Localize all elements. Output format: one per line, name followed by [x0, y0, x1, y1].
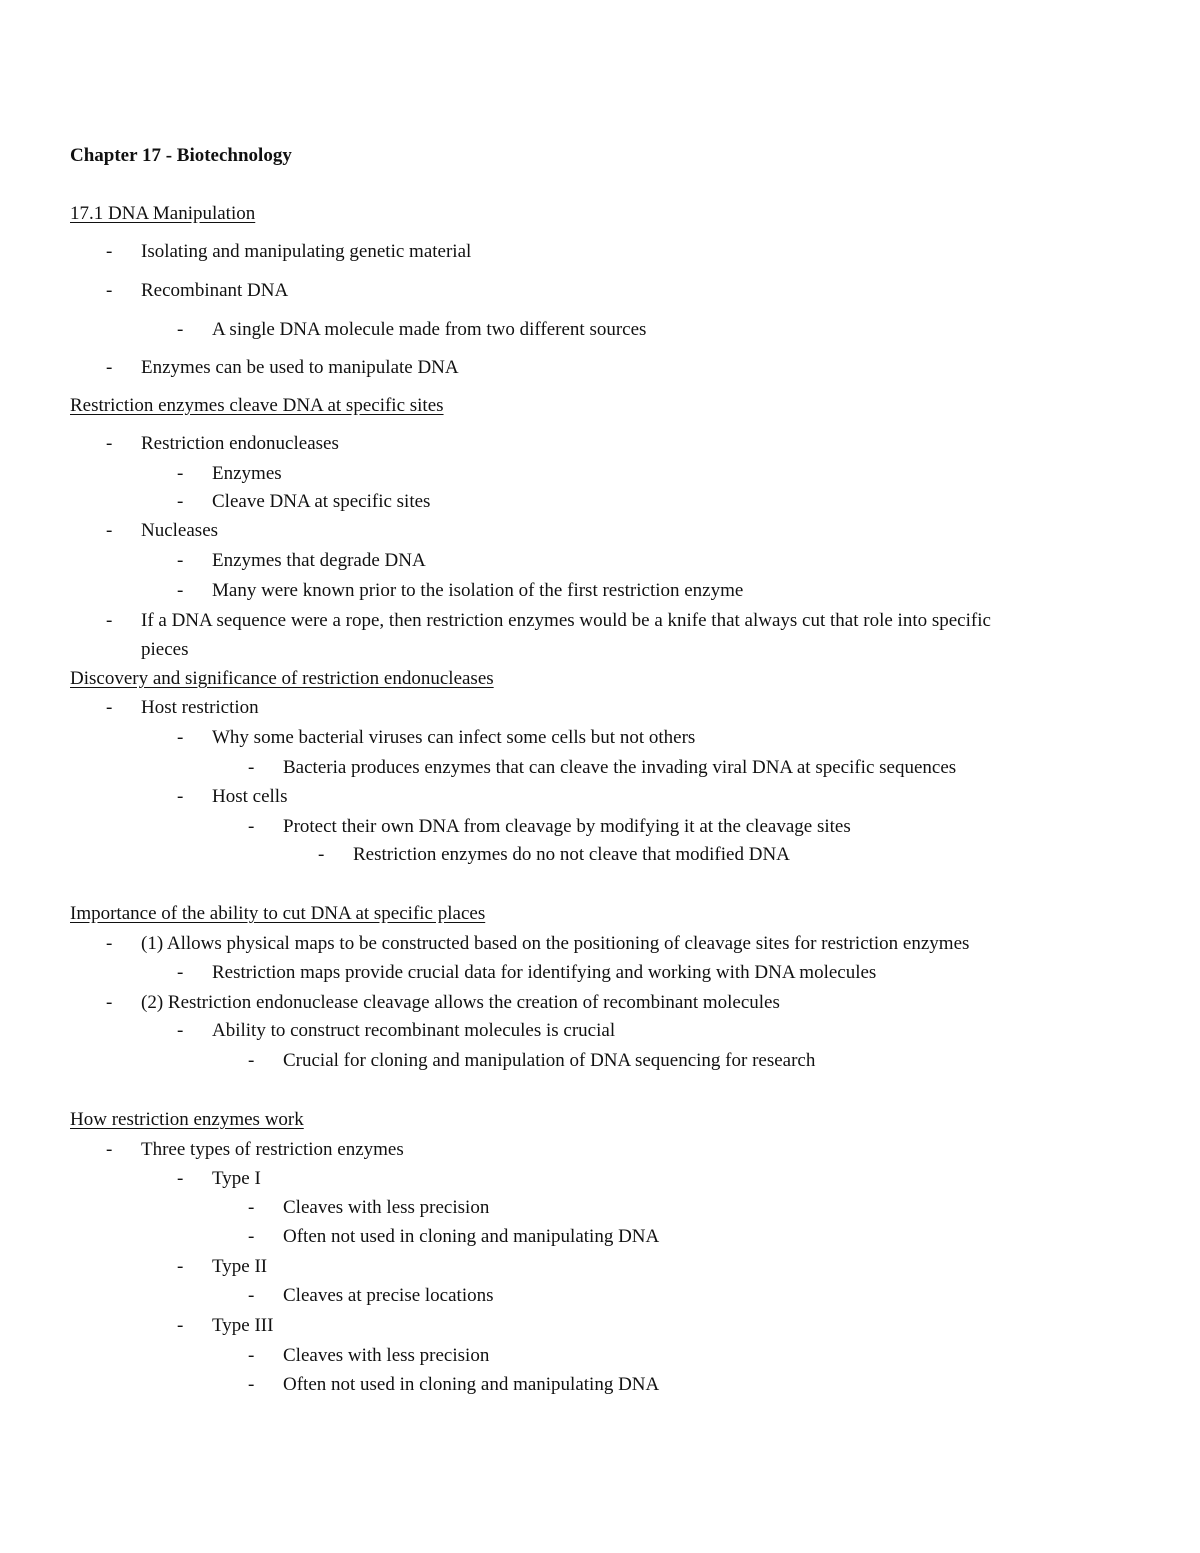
list-item: Host restriction	[141, 697, 259, 718]
list-item: Restriction endonucleases	[141, 433, 339, 454]
list-item: Restriction enzymes do no not cleave that modified DNA	[353, 844, 790, 865]
section-heading: Restriction enzymes cleave DNA at specific sites	[70, 395, 444, 416]
list-item: Enzymes can be used to manipulate DNA	[141, 357, 459, 378]
bullet-dash: -	[248, 757, 255, 778]
list-item: Recombinant DNA	[141, 280, 289, 301]
list-item: Nucleases	[141, 520, 219, 541]
list-item: A single DNA molecule made from two different sources	[212, 319, 647, 340]
bullet-dash: -	[248, 1285, 255, 1306]
bullet-dash: -	[106, 610, 113, 631]
list-item: Enzymes	[212, 463, 282, 484]
bullet-dash: -	[177, 962, 184, 983]
bullet-dash: -	[177, 491, 184, 512]
bullet-dash: -	[177, 1168, 184, 1189]
list-item: Many were known prior to the isolation of the first restriction enzyme	[212, 580, 744, 601]
list-item: Bacteria produces enzymes that can cleave the invading viral DNA at specific sequences	[283, 757, 957, 778]
bullet-dash: -	[177, 786, 184, 807]
bullet-dash: -	[177, 1315, 184, 1336]
list-item: Often not used in cloning and manipulating DNA	[283, 1226, 660, 1247]
list-item: Host cells	[212, 786, 288, 807]
list-item: Cleaves at precise locations	[283, 1285, 494, 1306]
list-item: Isolating and manipulating genetic material	[141, 241, 472, 262]
list-item: Crucial for cloning and manipulation of DNA sequencing for research	[283, 1050, 816, 1071]
list-item: (1) Allows physical maps to be constructed based on the positioning of cleavage sites for restriction enzymes	[141, 933, 970, 954]
bullet-dash: -	[248, 1345, 255, 1366]
section-heading: How restriction enzymes work	[70, 1109, 304, 1130]
bullet-dash: -	[248, 816, 255, 837]
section-heading: Discovery and significance of restriction endonucleases	[70, 668, 494, 689]
section-heading: 17.1 DNA Manipulation	[70, 203, 256, 224]
bullet-dash: -	[248, 1226, 255, 1247]
bullet-dash: -	[177, 1256, 184, 1277]
bullet-dash: -	[106, 280, 113, 301]
list-item: Cleaves with less precision	[283, 1345, 490, 1366]
bullet-dash: -	[318, 844, 325, 865]
list-item: Why some bacterial viruses can infect some cells but not others	[212, 727, 696, 748]
bullet-dash: -	[177, 1020, 184, 1041]
bullet-dash: -	[106, 241, 113, 262]
list-item: Ability to construct recombinant molecules is crucial	[212, 1020, 616, 1041]
list-item: Protect their own DNA from cleavage by modifying it at the cleavage sites	[283, 816, 851, 837]
bullet-dash: -	[248, 1374, 255, 1395]
bullet-dash: -	[177, 580, 184, 601]
list-item: Often not used in cloning and manipulating DNA	[283, 1374, 660, 1395]
section-heading: Importance of the ability to cut DNA at specific places	[70, 903, 486, 924]
list-item: Cleave DNA at specific sites	[212, 491, 431, 512]
bullet-dash: -	[106, 933, 113, 954]
bullet-dash: -	[177, 550, 184, 571]
bullet-dash: -	[106, 697, 113, 718]
list-item-continuation: pieces	[141, 639, 189, 660]
bullet-dash: -	[177, 727, 184, 748]
list-item: Cleaves with less precision	[283, 1197, 490, 1218]
bullet-dash: -	[106, 433, 113, 454]
bullet-dash: -	[248, 1050, 255, 1071]
bullet-dash: -	[106, 357, 113, 378]
list-item: Restriction maps provide crucial data for identifying and working with DNA molecules	[212, 962, 877, 983]
list-item: Type III	[212, 1315, 274, 1336]
bullet-dash: -	[106, 1139, 113, 1160]
bullet-dash: -	[177, 463, 184, 484]
list-item: (2) Restriction endonuclease cleavage allows the creation of recombinant molecules	[141, 992, 780, 1013]
bullet-dash: -	[106, 992, 113, 1013]
bullet-dash: -	[248, 1197, 255, 1218]
list-item: Type II	[212, 1256, 268, 1277]
list-item: Three types of restriction enzymes	[141, 1139, 404, 1160]
list-item: If a DNA sequence were a rope, then restriction enzymes would be a knife that always cut that role into specific	[141, 610, 991, 631]
bullet-dash: -	[106, 520, 113, 541]
bullet-dash: -	[177, 319, 184, 340]
document-title: Chapter 17 - Biotechnology	[70, 145, 292, 166]
list-item: Enzymes that degrade DNA	[212, 550, 426, 571]
list-item: Type I	[212, 1168, 261, 1189]
